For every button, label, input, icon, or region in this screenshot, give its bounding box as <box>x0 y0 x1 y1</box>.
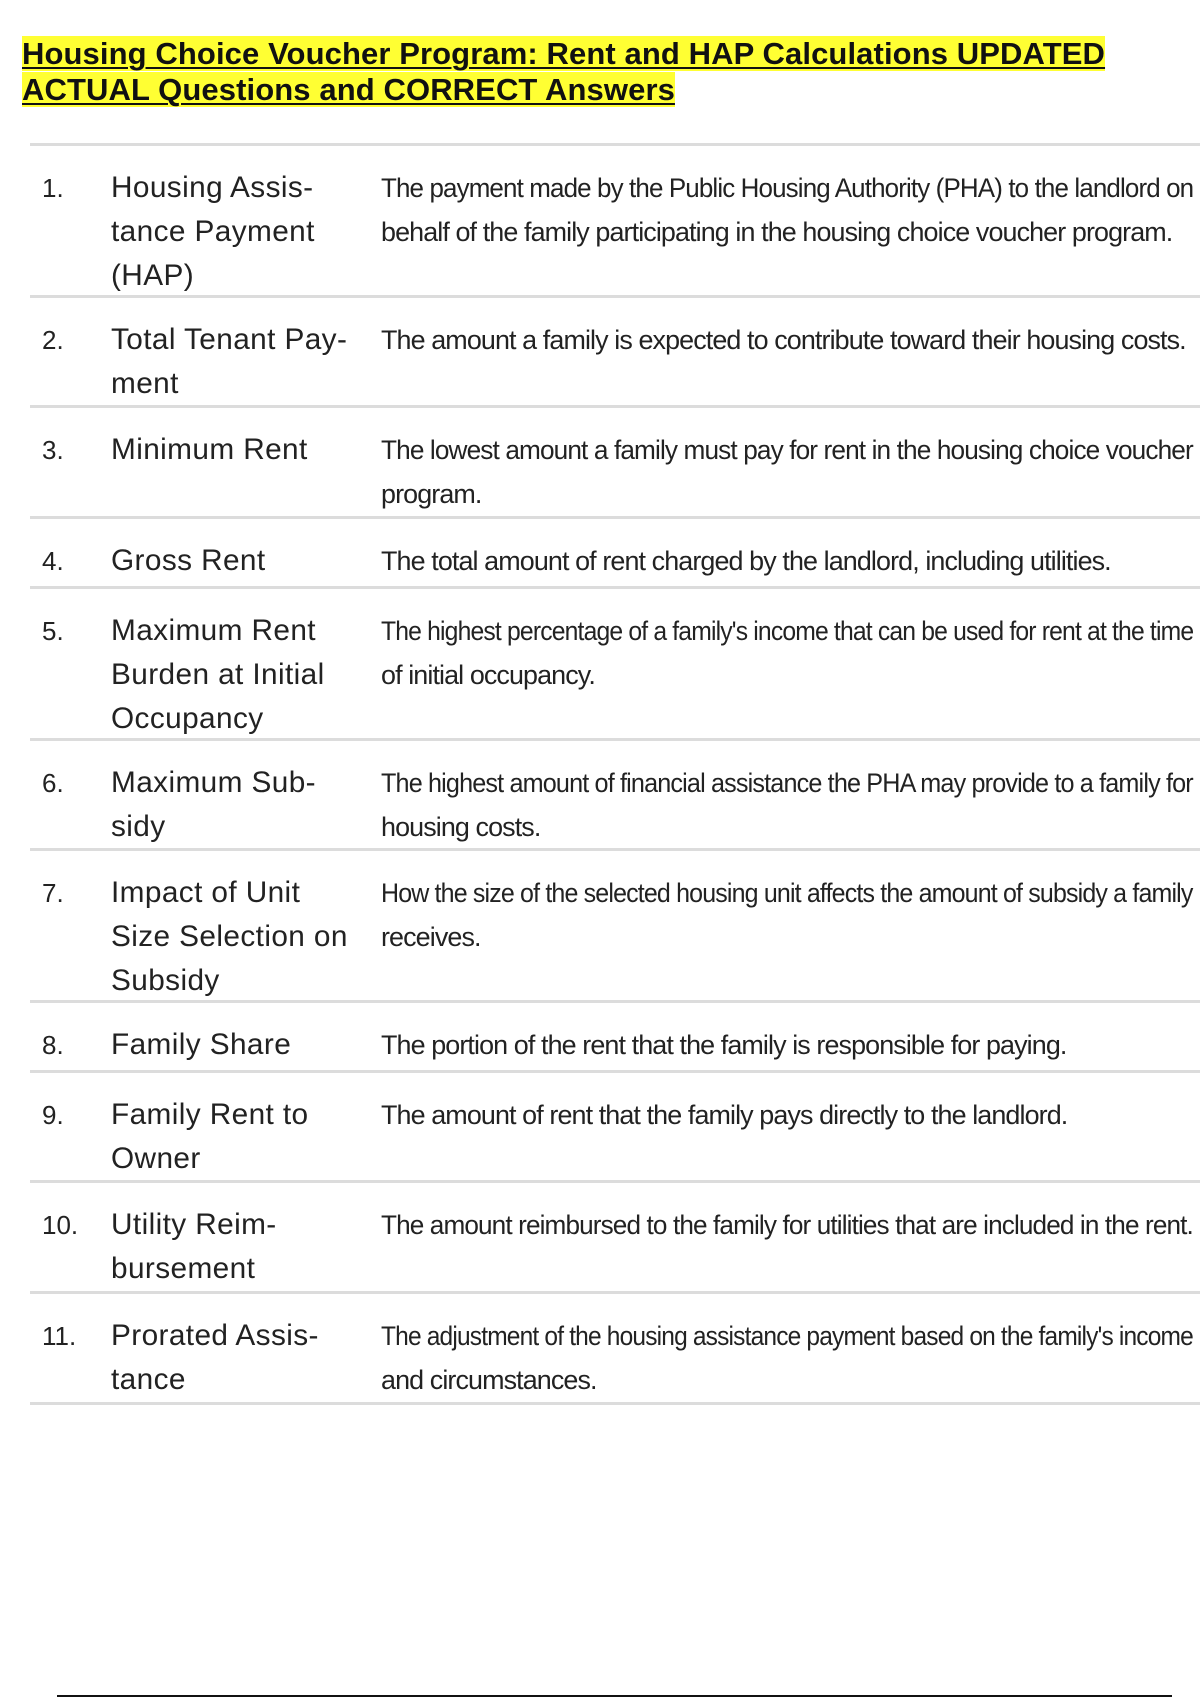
page-title-line-1: Housing Choice Voucher Program: Rent and HAP Calculations UPDATED <box>22 36 1106 71</box>
entry-definition-line: The payment made by the Public Housing Authority (PHA) to the landlord on <box>381 173 1194 203</box>
entry-term <box>111 428 379 472</box>
entry-definition-line: The highest percentage of a family's income that can be used for rent at the time <box>381 616 1194 646</box>
page-title <box>22 36 1192 108</box>
entry-term <box>111 166 379 298</box>
entry-definition-line: The amount a family is expected to contribute toward their housing costs. <box>381 325 1186 355</box>
entry-number: 4. <box>42 546 64 576</box>
table-row <box>30 741 1200 851</box>
entry-number: 7. <box>42 878 64 908</box>
table-row <box>30 1294 1200 1405</box>
entry-term-line: Minimum Rent <box>111 433 308 466</box>
entry-definition-line: receives. <box>381 922 481 952</box>
entry-term-line: Utility Reim- <box>111 1208 277 1241</box>
entry-term <box>111 871 379 1003</box>
entry-term <box>111 318 379 406</box>
entry-term-line: tance Payment <box>111 215 315 248</box>
table-row <box>30 589 1200 741</box>
entry-definition-line: The lowest amount a family must pay for rent in the housing choice voucher <box>381 435 1193 465</box>
table-row <box>30 298 1200 408</box>
entry-definition-line: The amount of rent that the family pays directly to the landlord. <box>381 1100 1068 1130</box>
entry-definition <box>381 1203 1196 1247</box>
entry-definition <box>381 166 1196 254</box>
entry-definition-line: The amount reimbursed to the family for utilities that are included in the rent. <box>381 1210 1193 1240</box>
entry-definition-line: How the size of the selected housing unit affects the amount of subsidy a family <box>381 878 1193 908</box>
entry-definition-line: housing costs. <box>381 812 541 842</box>
entry-term-line: Maximum Sub- <box>111 766 316 799</box>
entry-term-line: Family Share <box>111 1028 292 1061</box>
entry-term-line: tance <box>111 1363 186 1396</box>
table-row <box>30 519 1200 589</box>
entry-term <box>111 1023 379 1067</box>
table-row <box>30 146 1200 298</box>
entry-definition <box>381 539 1196 583</box>
entry-number: 2. <box>42 325 64 355</box>
entry-term <box>111 1314 379 1402</box>
entry-definition-line: program. <box>381 479 482 509</box>
footer-divider <box>57 1695 1172 1697</box>
table-row <box>30 851 1200 1003</box>
entry-term-line: ment <box>111 367 179 400</box>
entry-definition-line: The adjustment of the housing assistance payment based on the family's income <box>381 1321 1193 1351</box>
entry-number: 1. <box>42 173 64 203</box>
entry-term-line: Occupancy <box>111 702 264 735</box>
entry-term-line: Owner <box>111 1142 201 1175</box>
entry-term-line: Impact of Unit <box>111 876 301 909</box>
entry-definition-line: behalf of the family participating in the housing choice voucher program. <box>381 217 1173 247</box>
table-row <box>30 1003 1200 1073</box>
entry-definition-line: The portion of the rent that the family is responsible for paying. <box>381 1030 1067 1060</box>
entry-definition-line: of initial occupancy. <box>381 660 595 690</box>
entry-number: 8. <box>42 1030 64 1060</box>
entry-term <box>111 539 379 583</box>
entry-definition <box>381 1314 1196 1402</box>
entry-term-line: Prorated Assis- <box>111 1319 319 1352</box>
entry-definition <box>381 1093 1196 1137</box>
entry-definition <box>381 1023 1196 1067</box>
table-row <box>30 1183 1200 1294</box>
entry-number: 5. <box>42 616 64 646</box>
entry-term <box>111 609 379 741</box>
entry-number: 3. <box>42 435 64 465</box>
entry-term-line: Housing Assis- <box>111 171 314 204</box>
entry-definition <box>381 318 1196 362</box>
entry-term-line: Subsidy <box>111 964 220 997</box>
entry-term <box>111 1093 379 1181</box>
entry-number: 6. <box>42 768 64 798</box>
entry-definition <box>381 871 1196 959</box>
table-row <box>30 408 1200 519</box>
terms-table <box>30 143 1200 1405</box>
entry-number: 9. <box>42 1100 64 1130</box>
entry-term-line: sidy <box>111 810 166 843</box>
entry-definition <box>381 609 1196 697</box>
entry-definition-line: The highest amount of financial assistance the PHA may provide to a family for <box>381 768 1193 798</box>
entry-term-line: bursement <box>111 1252 256 1285</box>
entry-term-line: Burden at Initial <box>111 658 325 691</box>
entry-definition <box>381 428 1196 516</box>
entry-definition <box>381 761 1196 849</box>
entry-term-line: Gross Rent <box>111 544 266 577</box>
entry-definition-line: and circumstances. <box>381 1365 597 1395</box>
entry-term-line: Family Rent to <box>111 1098 309 1131</box>
entry-term-line: (HAP) <box>111 259 195 292</box>
entry-definition-line: The total amount of rent charged by the landlord, including utilities. <box>381 546 1111 576</box>
entry-number: 11. <box>42 1321 77 1351</box>
entry-term-line: Maximum Rent <box>111 614 316 647</box>
page-title-line-2: ACTUAL Questions and CORRECT Answers <box>22 72 675 107</box>
entry-term-line: Size Selection on <box>111 920 348 953</box>
entry-number: 10. <box>42 1210 79 1240</box>
entry-term <box>111 1203 379 1291</box>
entry-term <box>111 761 379 849</box>
table-row <box>30 1073 1200 1183</box>
entry-term-line: Total Tenant Pay- <box>111 323 348 356</box>
